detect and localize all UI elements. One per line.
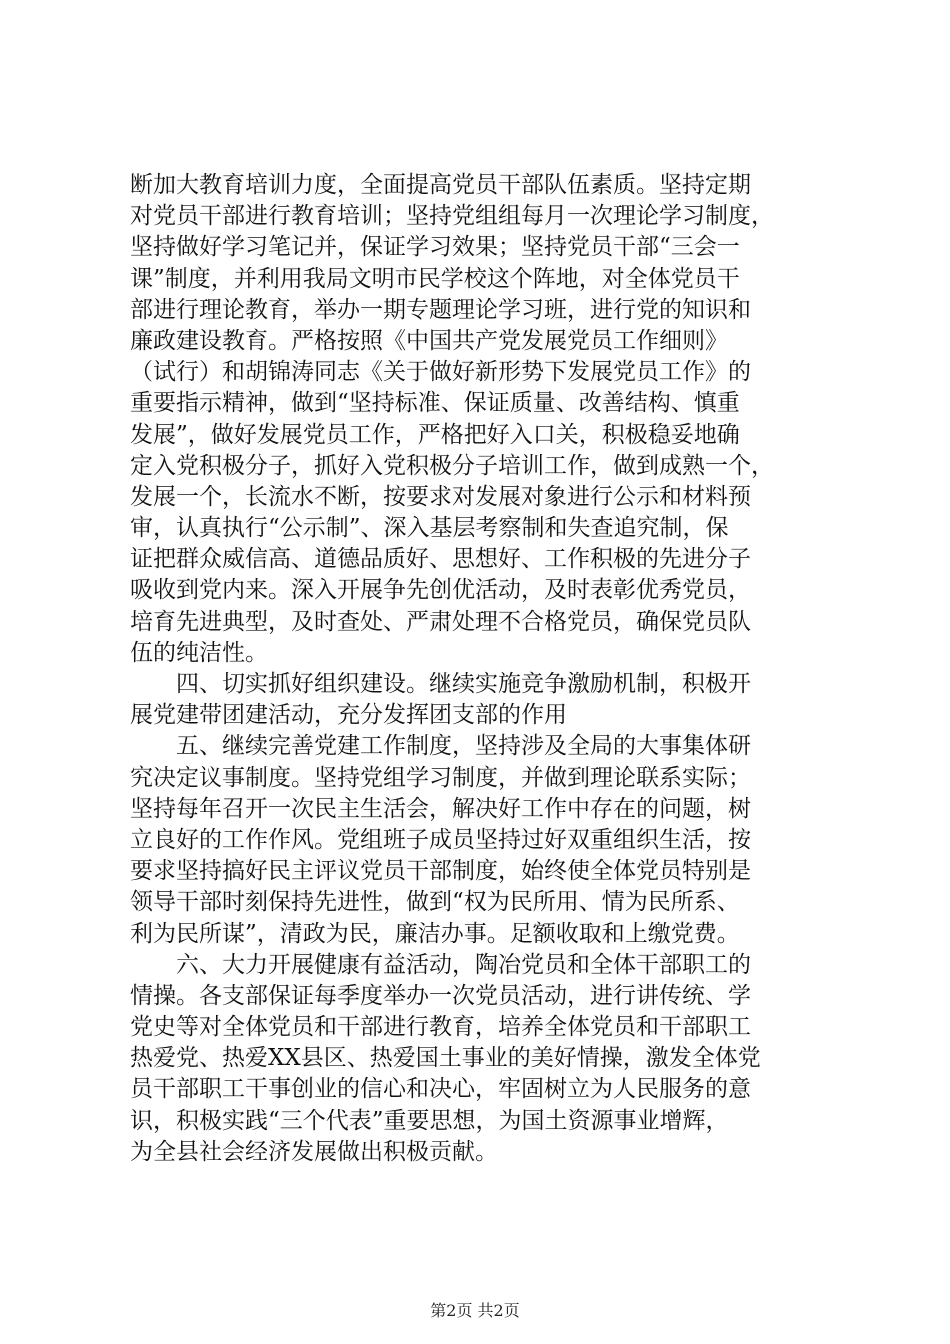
- text-line: 六、大力开展健康有益活动，陶冶党员和全体干部职工的: [130, 951, 751, 978]
- text-line: 热爱党、热爱XX县区、热爱国土事业的美好情操，激发全体党: [130, 1045, 761, 1072]
- text-line: 发展”，做好发展党员工作，严格把好入口关，积极稳妥地确: [130, 421, 740, 448]
- text-line: 领导干部时刻保持先进性，做到“权为民所用、情为民所系、: [130, 889, 740, 916]
- text-line: 伍的纯洁性。: [130, 639, 268, 666]
- page-footer: [0, 1300, 950, 1322]
- text-line: 审，认真执行“公示制”、深入基层考察制和失查追究制，保: [130, 515, 729, 542]
- text-line: 识，积极实践“三个代表”重要思想，为国土资源事业增辉，: [130, 1107, 729, 1134]
- text-line: （试行）和胡锦涛同志《关于做好新形势下发展党员工作》的: [130, 359, 751, 386]
- text-line: 断加大教育培训力度，全面提高党员干部队伍素质。坚持定期: [130, 172, 751, 198]
- text-line: 五、继续完善党建工作制度，坚持涉及全局的大事集体研: [130, 733, 751, 760]
- text-line: 坚持做好学习笔记并，保证学习效果；坚持党员干部“三会一: [130, 234, 740, 261]
- text-line: 对党员干部进行教育培训；坚持党组组每月一次理论学习制度，: [130, 203, 774, 230]
- text-line: 为全县社会经济发展做出积极贡献。: [130, 1138, 498, 1165]
- text-line: 定入党积极分子，抓好入党积极分子培训工作，做到成熟一个，: [130, 452, 774, 479]
- text-line: 党史等对全体党员和干部进行教育，培养全体党员和干部职工: [130, 1014, 751, 1041]
- text-line: 要求坚持搞好民主评议党员干部制度，始终使全体党员特别是: [130, 858, 751, 885]
- text-line: 究决定议事制度。坚持党组学习制度，并做到理论联系实际；: [130, 764, 751, 791]
- text-line: 展党建带团建活动，充分发挥团支部的作用: [130, 702, 567, 729]
- text-line: 证把群众威信高、道德品质好、思想好、工作积极的先进分子: [130, 546, 751, 573]
- text-line: 部进行理论教育，举办一期专题理论学习班，进行党的知识和: [130, 296, 751, 323]
- text-line: 坚持每年召开一次民主生活会，解决好工作中存在的问题，树: [130, 795, 751, 822]
- page-number-label: 第2页 共2页: [430, 1301, 520, 1320]
- text-line: 情操。各支部保证每季度举办一次党员活动，进行讲传统、学: [130, 982, 751, 1009]
- document-body: [130, 170, 820, 1168]
- text-line: 吸收到党内来。深入开展争先创优活动，及时表彰优秀党员，: [130, 577, 751, 604]
- text-line: 立良好的工作作风。党组班子成员坚持过好双重组织生活，按: [130, 826, 751, 853]
- text-line: 培育先进典型，及时查处、严肃处理不合格党员，确保党员队: [130, 608, 751, 635]
- text-line: 发展一个，长流水不断，按要求对发展对象进行公示和材料预: [130, 483, 751, 510]
- text-line: 利为民所谋”，清政为民，廉洁办事。足额收取和上缴党费。: [130, 920, 740, 947]
- text-line: 课”制度，并利用我局文明市民学校这个阵地，对全体党员干: [130, 265, 740, 292]
- text-line: 廉政建设教育。严格按照《中国共产党发展党员工作细则》: [130, 327, 728, 354]
- text-line: 重要指示精神，做到“坚持标准、保证质量、改善结构、慎重: [130, 390, 740, 417]
- text-line: 员干部职工干事创业的信心和决心，牢固树立为人民服务的意: [130, 1076, 751, 1103]
- text-line: 四、切实抓好组织建设。继续实施竞争激励机制，积极开: [130, 671, 751, 697]
